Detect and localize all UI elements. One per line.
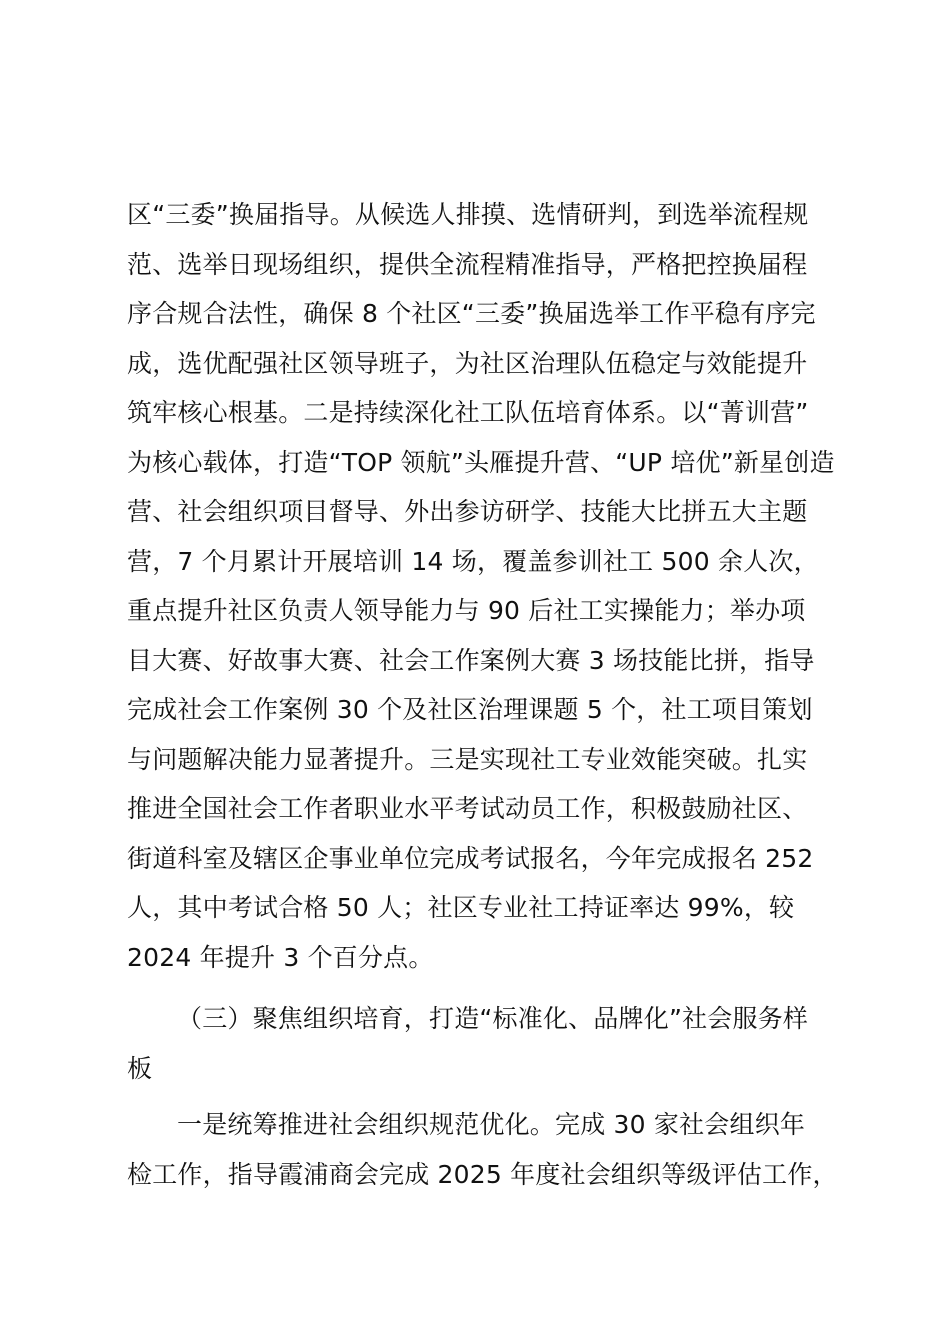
section-heading [127,994,827,1093]
text-line: 人，其中考试合格 50 人；社区专业社工持证率达 99%，较 [127,893,795,922]
text-line: 推进全国社会工作者职业水平考试动员工作，积极鼓励社区、 [127,794,808,823]
body-paragraph [127,190,835,982]
text-line: 目大赛、好故事大赛、社会工作案例大赛 3 场技能比拼，指导 [127,645,815,675]
text-line: 范、选举日现场组织，提供全流程精准指导，严格把控换届程 [127,249,808,279]
text-line: 筑牢核心根基。二是持续深化社工队伍培育体系。以“菁训营” [127,398,809,427]
body-paragraph [127,1100,838,1199]
text-line: 营，7 个月累计开展培训 14 场，覆盖参训社工 500 余人次， [127,546,819,576]
text-line: 重点提升社区负责人领导能力与 90 后社工实操能力；举办项 [127,596,806,625]
text-line: 与问题解决能力显著提升。三是实现社工专业效能突破。扎实 [127,744,808,774]
heading-line: （三）聚焦组织培育，打造“标准化、品牌化”社会服务样 [177,1004,809,1033]
text-line: 营、社会组织项目督导、外出参访研学、技能大比拼五大主题 [127,497,808,526]
heading-line: 板 [127,1053,153,1083]
text-line: 区“三委”换届指导。从候选人排摸、选情研判，到选举流程规 [127,200,809,229]
text-line: 街道科室及辖区企事业单位完成考试报名，今年完成报名 252 [127,843,814,873]
text-line: 成，选优配强社区领导班子，为社区治理队伍稳定与效能提升 [127,348,808,378]
text-line: 检工作，指导霞浦商会完成 2025 年度社会组织等级评估工作， [127,1159,838,1189]
text-line: 2024 年提升 3 个百分点。 [127,942,434,972]
text-line: 完成社会工作案例 30 个及社区治理课题 5 个，社工项目策划 [127,695,813,724]
text-line: 为核心载体，打造“TOP 领航”头雁提升营、“UP 培优”新星创造 [127,447,835,477]
text-line: 一是统筹推进社会组织规范优化。完成 30 家社会组织年 [177,1110,806,1139]
text-line: 序合规合法性，确保 8 个社区“三委”换届选举工作平稳有序完 [127,299,816,328]
